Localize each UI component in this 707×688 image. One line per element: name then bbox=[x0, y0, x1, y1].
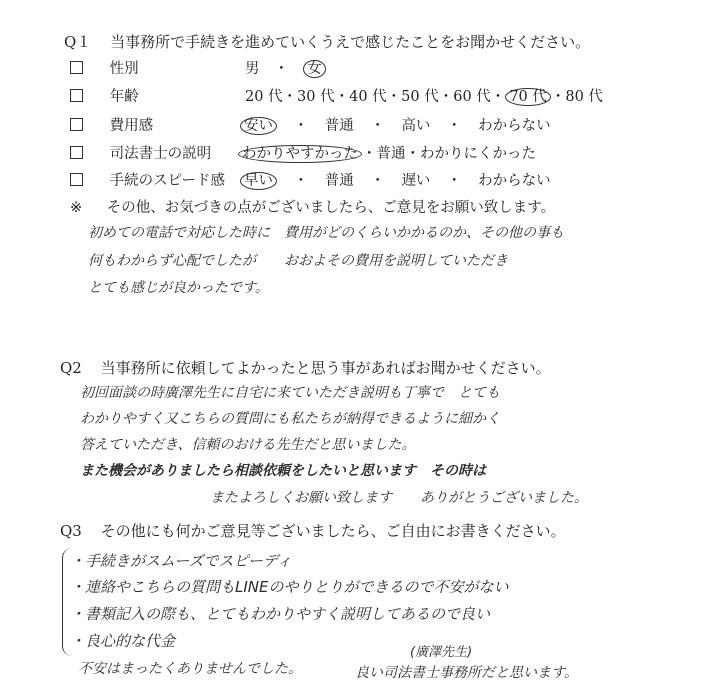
option-high[interactable]: 高い bbox=[401, 118, 431, 134]
separator: ・ bbox=[447, 173, 462, 189]
q2-answer-line-1: 初回面談の時廣澤先生に自宅に来ていただき説明も丁寧で とても bbox=[80, 385, 500, 401]
q3-answer-line-5: 不安はまったくありませんでした。 bbox=[78, 661, 302, 677]
q1-answer-line-3: とても感じが良かったです。 bbox=[88, 280, 269, 296]
q2-answer-line-3: 答えていただき、信頼のおける先生だと思いました。 bbox=[80, 437, 416, 453]
q3-answer-line-1: ・手続きがスムーズでスピーディ bbox=[70, 552, 292, 570]
row-label: 手続のスピード感 bbox=[109, 173, 226, 189]
checkbox[interactable] bbox=[70, 61, 83, 74]
row-label: 年齢 bbox=[109, 89, 139, 105]
cost-options bbox=[240, 114, 551, 135]
q3-number: Q3 bbox=[60, 522, 82, 540]
separator: ・ bbox=[293, 118, 309, 134]
checkbox[interactable] bbox=[70, 146, 83, 159]
checkbox[interactable] bbox=[70, 89, 83, 102]
separator: ・ bbox=[274, 61, 289, 77]
separator: ・ bbox=[293, 173, 309, 189]
explanation-other-options[interactable]: ・普通・わかりにくかった bbox=[362, 146, 536, 162]
explanation-options bbox=[238, 142, 536, 163]
q1-heading bbox=[64, 31, 590, 52]
q1-row-explanation bbox=[70, 142, 211, 163]
separator: ・ bbox=[370, 173, 385, 189]
q1-answer-line-1: 初めての電話で対応した時に 費用がどのくらいかかるのか、その他の事も bbox=[88, 225, 564, 241]
option-unknown[interactable]: わからない bbox=[478, 173, 551, 189]
speed-options bbox=[240, 169, 551, 190]
q1-row-speed bbox=[70, 169, 225, 190]
option-female-circled[interactable]: 女 bbox=[303, 60, 326, 78]
note-mark: ※ bbox=[70, 200, 83, 216]
q1-row-gender bbox=[70, 57, 139, 78]
q2-number: Q2 bbox=[60, 359, 82, 377]
q3-heading bbox=[60, 520, 566, 541]
checkbox[interactable] bbox=[70, 173, 83, 186]
separator: ・ bbox=[447, 118, 462, 134]
q1-row-cost bbox=[70, 114, 153, 135]
age-options-before[interactable]: 20 代・30 代・40 代・50 代・60 代・ bbox=[245, 89, 506, 105]
age-options-after[interactable]: ・80 代 bbox=[550, 89, 603, 105]
row-label: 司法書士の説明 bbox=[109, 146, 212, 162]
q2-text: 当事務所に依頼してよかったと思う事があればお聞かせください。 bbox=[100, 359, 551, 377]
q2-heading bbox=[60, 357, 551, 378]
option-unknown[interactable]: わからない bbox=[478, 118, 551, 134]
option-normal[interactable]: 普通 bbox=[324, 173, 354, 189]
q2-answer-line-2: わかりやすく又こちらの質問にも私たちが納得できるように細かく bbox=[80, 411, 500, 427]
option-cheap-circled[interactable]: 安い bbox=[240, 117, 277, 135]
option-easy-circled[interactable]: わかりやすかった bbox=[238, 145, 362, 163]
q3-answer-line-3: ・書類記入の際も、とてもわかりやすく説明してあるので良い bbox=[70, 605, 491, 623]
other-text: その他、お気づきの点がございましたら、ご意見をお願い致します。 bbox=[106, 200, 556, 216]
option-70s-circled[interactable]: 70 代 bbox=[505, 88, 551, 106]
q3-answer-line-2: ・連絡やこちらの質問もLINEのやりとりができるので不安がない bbox=[70, 578, 509, 596]
q3-answer-signature: (廣澤先生) bbox=[410, 645, 473, 660]
age-options bbox=[245, 85, 603, 106]
q3-answer-line-4: ・良心的な代金 bbox=[70, 632, 176, 650]
gender-options bbox=[245, 57, 326, 78]
q2-answer-line-4: また機会がありましたら相談依頼をしたいと思います その時は bbox=[80, 463, 486, 479]
option-fast-circled[interactable]: 早い bbox=[240, 172, 277, 190]
q1-other-prompt bbox=[70, 196, 555, 217]
q2-answer-line-5: またよろしくお願い致します ありがとうございました。 bbox=[210, 490, 588, 506]
q1-answer-line-2: 何もわからず心配でしたが おおよその費用を説明していただき bbox=[88, 253, 508, 269]
separator: ・ bbox=[370, 118, 385, 134]
row-label: 費用感 bbox=[109, 118, 154, 134]
option-slow[interactable]: 遅い bbox=[401, 173, 431, 189]
q1-text: 当事務所で手続きを進めていくうえで感じたことをお聞かせください。 bbox=[110, 33, 591, 51]
q3-answer-line-6: 良い司法書士事務所だと思います。 bbox=[355, 665, 578, 681]
q1-row-age bbox=[70, 85, 139, 106]
row-label: 性別 bbox=[109, 61, 139, 77]
checkbox[interactable] bbox=[70, 118, 83, 131]
option-normal[interactable]: 普通 bbox=[324, 118, 354, 134]
option-male[interactable]: 男 bbox=[245, 61, 260, 77]
q3-text: その他にも何かご意見等ございましたら、ご自由にお書きください。 bbox=[100, 522, 566, 540]
q1-number: Q１ bbox=[64, 33, 92, 51]
